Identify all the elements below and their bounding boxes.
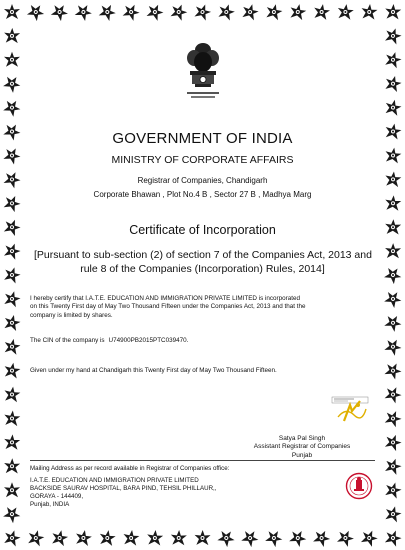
star-ornament-icon [3,361,21,379]
digital-signature-icon [330,395,370,425]
star-ornament-icon [2,528,22,547]
star-ornament-icon [384,98,403,116]
star-ornament-icon [121,1,142,21]
star-ornament-icon [4,434,21,450]
star-ornament-icon [2,97,24,118]
star-ornament-icon [26,528,45,547]
star-ornament-icon [3,385,21,402]
divider [30,460,375,461]
star-ornament-icon [383,312,404,333]
mca-seal-icon [345,472,373,500]
star-ornament-icon [97,1,118,22]
star-ornament-icon [216,527,238,548]
star-ornament-icon [217,2,237,21]
government-heading: GOVERNMENT OF INDIA [112,130,293,147]
star-ornament-icon [384,122,403,140]
cin-value: U74900PB2015PTC039470. [108,337,189,344]
star-ornament-icon [359,528,380,548]
star-ornament-icon [2,169,23,189]
signatory-block [230,435,374,460]
star-ornament-icon [337,3,355,20]
mailing-address [30,477,330,509]
body-line: company is limited by shares. [30,311,113,319]
star-ornament-icon [385,219,402,235]
star-ornament-icon [169,2,189,22]
star-ornament-icon [3,337,22,355]
star-ornament-icon [385,3,402,19]
star-ornament-icon [4,482,20,497]
star-ornament-icon [2,217,22,237]
star-ornament-icon [2,145,23,166]
star-ornament-icon [73,1,94,22]
star-ornament-icon [383,384,404,404]
pursuant-clause [34,248,371,276]
signatory-state: Punjab [291,451,313,459]
body-line: I hereby certify that I.A.T.E. EDUCATION AND IMMIGRATION PRIVATE LIMITED is incorporated [30,295,301,302]
certification-paragraph [30,295,375,320]
star-ornament-icon [4,458,21,474]
star-ornament-icon [170,530,187,546]
mailing-heading: Mailing Address as per record available in Registrar of Companies office: [30,465,230,472]
star-ornament-icon [384,170,402,187]
star-ornament-icon [384,146,402,163]
cin-statement [30,337,375,344]
pursuant-line: rule 8 of the Companies (Incorporation) Rules, 2014] [80,263,325,275]
star-ornament-icon [382,264,404,285]
pursuant-line: [Pursuant to sub-section (2) of section 7 of the Companies Act, 2013 and [34,249,372,261]
star-ornament-icon [361,3,378,20]
given-under-statement: Given under my hand at Chandigarh this Twenty First day of May Two Thousand Fifteen. [30,367,277,374]
star-ornament-icon [311,527,332,548]
star-ornament-icon [4,52,20,67]
certificate-title: Certificate of Incorporation [129,223,276,237]
star-ornament-icon [240,527,262,548]
mailing-line: BACKSIDE SAURAV HOSPITAL, BARA PIND, TEHSIL PHILLAUR,, [30,485,217,492]
star-ornament-icon [193,2,213,22]
signatory-title: Assistant Registrar of Companies [253,443,351,451]
star-ornament-icon [313,3,331,21]
star-ornament-icon [145,1,166,21]
star-ornament-icon [3,410,20,427]
star-ornament-icon [194,530,210,545]
star-ornament-icon [383,50,403,69]
star-ornament-icon [383,26,403,45]
signatory-name: Satya Pal Singh [278,435,326,442]
certificate-body [30,30,375,520]
national-emblem-icon [182,40,224,102]
cin-label: The CIN of the company is [30,337,105,344]
star-ornament-icon [3,313,22,331]
star-ornament-icon [2,265,22,284]
star-ornament-icon [383,408,404,428]
star-ornament-icon [240,2,260,21]
registrar-line: Registrar of Companies, Chandigarh [137,176,268,185]
office-address: Corporate Bhawan , Plot No.4 B , Sector 27 B , Madhya Marg [93,190,312,199]
star-ornament-icon [2,241,22,261]
star-ornament-icon [4,4,20,19]
star-ornament-icon [383,432,403,452]
star-ornament-icon [287,527,308,548]
star-ornament-icon [385,243,401,258]
mailing-line: Punjab, INDIA [30,501,70,508]
star-ornament-icon [1,503,23,524]
mailing-line: GORAYA - 144409, [30,493,84,500]
star-ornament-icon [98,529,116,546]
star-ornament-icon [50,528,69,546]
star-ornament-icon [25,1,47,22]
star-ornament-icon [383,528,403,548]
star-ornament-icon [383,504,402,523]
star-ornament-icon [382,288,404,309]
star-ornament-icon [335,527,356,547]
star-ornament-icon [289,3,308,21]
star-ornament-icon [264,2,283,20]
star-ornament-icon [383,336,404,357]
star-ornament-icon [383,360,404,381]
star-ornament-icon [2,193,23,213]
star-ornament-icon [74,529,93,547]
star-ornament-icon [122,529,140,546]
star-ornament-icon [146,529,163,545]
star-ornament-icon [263,527,284,548]
star-ornament-icon [383,480,403,499]
star-ornament-icon [383,456,403,475]
star-ornament-icon [383,74,402,93]
star-ornament-icon [1,73,23,94]
ministry-heading: MINISTRY OF CORPORATE AFFAIRS [111,154,294,166]
star-ornament-icon [2,121,23,142]
star-ornament-icon [4,28,21,44]
mailing-line: I.A.T.E. EDUCATION AND IMMIGRATION PRIVATE LIMITED [30,477,199,484]
body-line: on this Twenty First day of May Two Thousand Fifteen under the Companies Act, 2013 and that the [30,303,306,311]
star-ornament-icon [2,289,22,308]
star-ornament-icon [49,1,71,22]
star-ornament-icon [384,195,401,211]
